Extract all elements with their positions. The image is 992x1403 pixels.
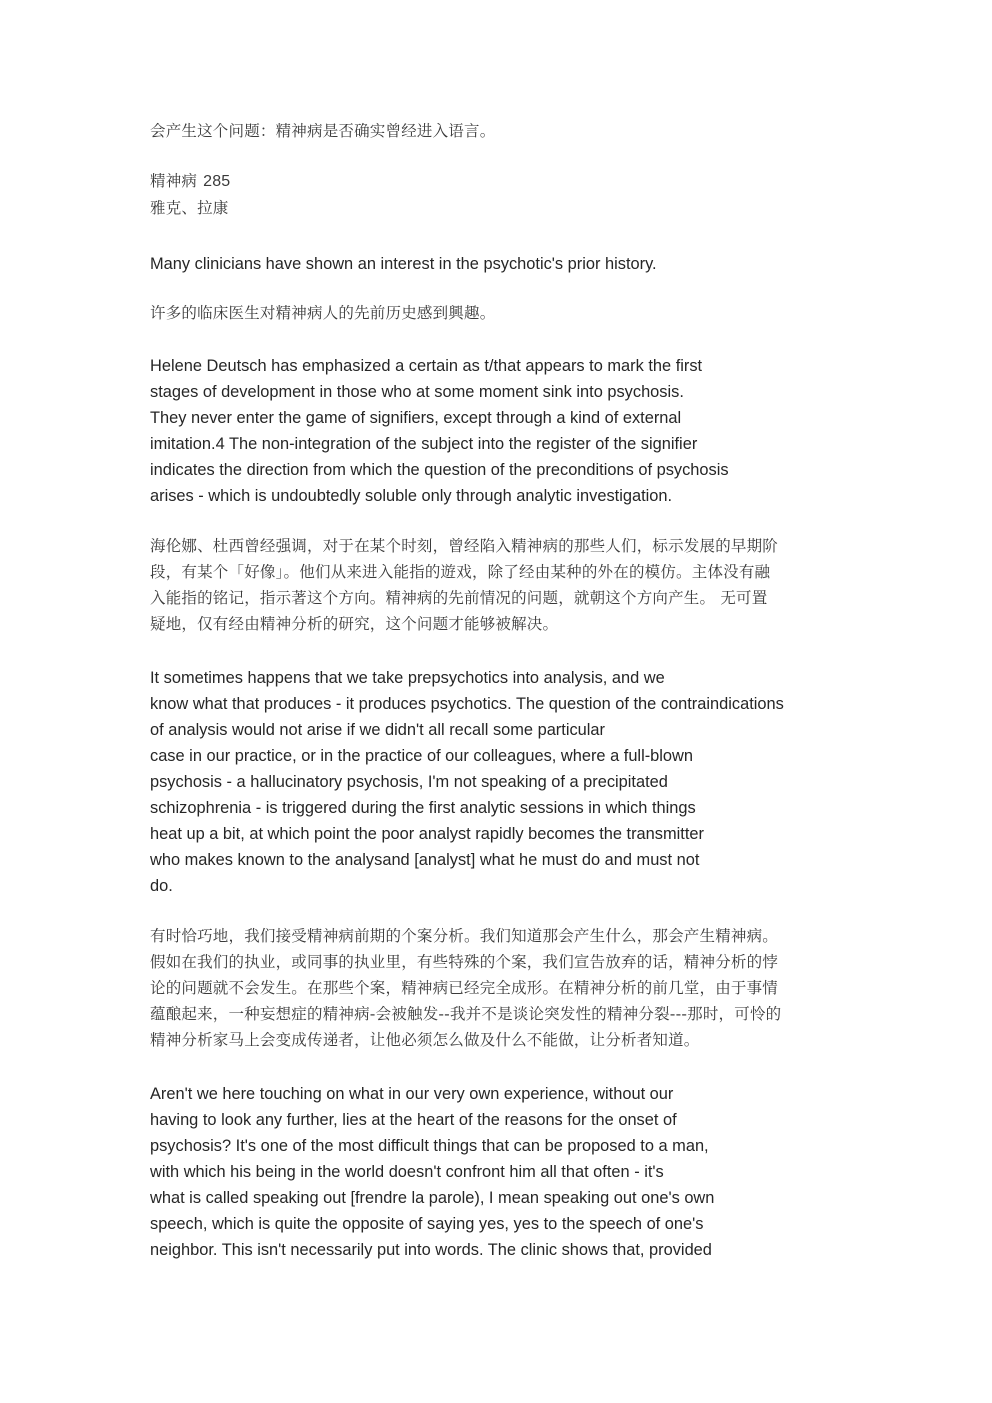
text-line: 会产生这个问题：精神病是否确实曾经进入语言。 <box>150 122 496 140</box>
text-line: stages of development in those who at some moment sink into psychosis. <box>150 383 684 401</box>
text-line: 有时恰巧地，我们接受精神病前期的个案分析。我们知道那会产生什么，那会产生精神病。 <box>150 927 779 945</box>
text-line: know what that produces - it produces psychotics. The question of the contraindications <box>150 695 784 713</box>
text-line: 疑地，仅有经由精神分析的研究，这个问题才能够被解决。 <box>150 615 559 633</box>
text-line: heat up a bit, at which point the poor analyst rapidly becomes the transmitter <box>150 825 704 843</box>
paragraph-zh-3 <box>150 923 850 1053</box>
text-line: 蕴酿起来，一种妄想症的精神病-会被触发--我并不是谈论突发性的精神分裂---那时，可怜的 <box>150 1005 782 1023</box>
paragraph-en-4 <box>150 1081 850 1263</box>
running-header-title: 精神病 <box>150 172 198 190</box>
text-line: 段，有某个「好像」。他们从来进入能指的遊戏，除了经由某种的外在的模仿。主体没有融 <box>150 563 771 581</box>
text-line: Many clinicians have shown an interest in the psychotic's prior history. <box>150 255 657 273</box>
paragraph-zh-1 <box>150 300 850 326</box>
text-line: 论的问题就不会发生。在那些个案，精神病已经完全成形。在精神分析的前几堂，由于事情 <box>150 979 779 997</box>
text-line: 假如在我们的执业，或同事的执业里，有些特殊的个案，我们宣告放弃的话，精神分析的悖 <box>150 953 779 971</box>
paragraph-zh-2 <box>150 533 850 637</box>
running-header-author: 雅克、拉康 <box>150 199 229 217</box>
text-line: indicates the direction from which the question of the preconditions of psychosis <box>150 461 729 479</box>
text-line: schizophrenia - is triggered during the first analytic sessions in which things <box>150 799 696 817</box>
paragraph-en-3 <box>150 665 850 899</box>
text-line: They never enter the game of signifiers, except through a kind of external <box>150 409 682 427</box>
text-line: 海伦娜、杜西曾经强调，对于在某个时刻，曾经陷入精神病的那些人们，标示发展的早期阶 <box>150 537 779 555</box>
text-line: having to look any further, lies at the heart of the reasons for the onset of <box>150 1111 677 1129</box>
text-line: 许多的临床医生对精神病人的先前历史感到興趣。 <box>150 304 496 322</box>
paragraph-en-1 <box>150 251 850 277</box>
document-body <box>150 118 850 1263</box>
text-line: 入能指的铭记，指示著这个方向。精神病的先前情况的问题，就朝这个方向产生。 无可置 <box>150 589 768 607</box>
text-line: Aren't we here touching on what in our very own experience, without our <box>150 1085 674 1103</box>
text-line: arises - which is undoubtedly soluble only through analytic investigation. <box>150 487 673 505</box>
intro-paragraph-zh <box>150 118 850 144</box>
text-line: psychosis - a hallucinatory psychosis, I'm not speaking of a precipitated <box>150 773 668 791</box>
text-line: imitation.4 The non-integration of the subject into the register of the signifier <box>150 435 698 453</box>
text-line: case in our practice, or in the practice of our colleagues, where a full-blown <box>150 747 693 765</box>
text-line: 精神分析家马上会变成传递者，让他必须怎么做及什么不能做，让分析者知道。 <box>150 1031 700 1049</box>
paragraph-en-2 <box>150 353 850 509</box>
text-line: with which his being in the world doesn't confront him all that often - it's <box>150 1163 664 1181</box>
text-line: Helene Deutsch has emphasized a certain as t/that appears to mark the first <box>150 357 703 375</box>
running-header <box>150 168 850 221</box>
text-line: neighbor. This isn't necessarily put into words. The clinic shows that, provided <box>150 1241 712 1259</box>
text-line: It sometimes happens that we take prepsychotics into analysis, and we <box>150 669 665 687</box>
text-line: speech, which is quite the opposite of saying yes, yes to the speech of one's <box>150 1215 704 1233</box>
text-line: do. <box>150 877 173 895</box>
text-line: who makes known to the analysand [analyst] what he must do and must not <box>150 851 700 869</box>
text-line: psychosis? It's one of the most difficult things that can be proposed to a man, <box>150 1137 709 1155</box>
page-number: 285 <box>203 173 231 190</box>
running-header-title-line <box>150 168 850 195</box>
text-line: what is called speaking out [frendre la parole), I mean speaking out one's own <box>150 1189 715 1207</box>
text-line: of analysis would not arise if we didn't all recall some particular <box>150 721 605 739</box>
